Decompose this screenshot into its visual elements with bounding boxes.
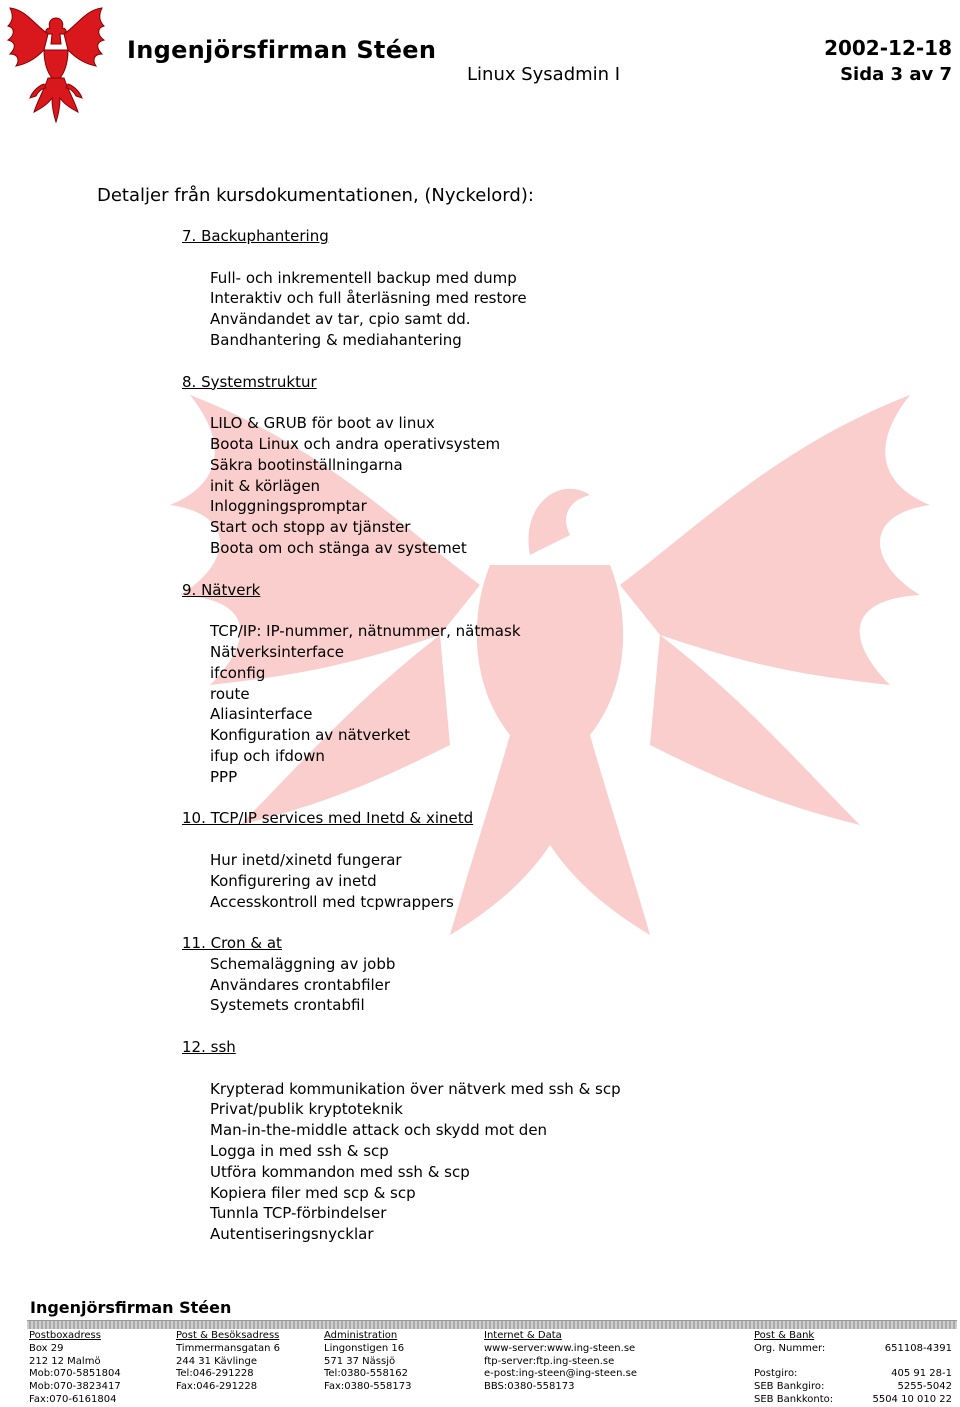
section-systemstruktur [0, 372, 960, 580]
list-item: TCP/IP: IP-nummer, nätnummer, nätmask [210, 622, 521, 641]
bankgiro-value: 5255-5042 [897, 1381, 952, 1393]
section-title: 9. Nätverk [182, 580, 261, 599]
list-item: ifconfig [210, 663, 266, 682]
address-line: 212 12 Malmö [29, 1355, 101, 1367]
section-ssh [0, 1037, 960, 1245]
list-item: Full- och inkrementell backup med dump [210, 268, 517, 287]
list-item: Boota Linux och andra operativsystem [210, 434, 501, 453]
section-title: 10. TCP/IP services med Inetd & xinetd [182, 809, 474, 828]
fax-value: 046-291228 [196, 1381, 258, 1393]
page-number: Sida 3 av 7 [840, 64, 952, 85]
document-date: 2002-12-18 [824, 36, 952, 60]
column-heading: Postboxadress [29, 1330, 101, 1341]
course-keywords [0, 226, 960, 1245]
list-item: Säkra bootinställningarna [210, 455, 403, 474]
list-item: Man-in-the-middle attack och skydd mot den [210, 1121, 548, 1140]
list-item: Utföra kommandon med ssh & scp [210, 1162, 470, 1181]
list-item: Inloggningspromptar [210, 497, 367, 516]
phone-value: 070-3823417 [53, 1381, 121, 1393]
label: Postgiro: [754, 1368, 798, 1380]
list-item: route [210, 684, 250, 703]
column-heading: Post & Besöksadress [176, 1330, 280, 1341]
fax-value: 070-6161804 [49, 1393, 117, 1405]
column-heading: Administration [324, 1330, 398, 1341]
list-item: Boota om och stänga av systemet [210, 538, 467, 557]
list-item: LILO & GRUB för boot av linux [210, 414, 435, 433]
footer-col-bank [754, 1330, 952, 1407]
list-item: Nätverksinterface [210, 642, 344, 661]
label: SEB Bankgiro: [754, 1381, 825, 1393]
list-item: Systemets crontabfil [210, 996, 365, 1015]
fax-value: 0380-558173 [344, 1381, 412, 1393]
footer-divider [27, 1320, 957, 1329]
label: Fax: [176, 1381, 197, 1393]
label: Tel: [176, 1368, 193, 1380]
section-items [210, 268, 960, 351]
intro-heading: Detaljer från kursdokumentationen, (Nyckelord): [97, 185, 534, 206]
address-line: 244 31 Kävlinge [176, 1355, 257, 1367]
postgiro-value: 405 91 28-1 [891, 1368, 952, 1380]
label: Org. Nummer: [754, 1342, 826, 1354]
list-item: Kopiera filer med scp & scp [210, 1183, 416, 1202]
section-items [210, 1079, 960, 1245]
list-item: Accesskontroll med tcpwrappers [210, 892, 454, 911]
label: ftp-server: [484, 1355, 537, 1367]
phone-value: 0380-558162 [340, 1368, 408, 1380]
label: BBS: [484, 1381, 508, 1393]
footer-col-admin [324, 1330, 474, 1394]
address-line: 571 37 Nässjö [324, 1355, 396, 1367]
section-items [210, 413, 960, 559]
section-items [210, 954, 960, 1016]
section-title: 7. Backuphantering [182, 227, 329, 245]
list-item: init & körlägen [210, 476, 321, 495]
footer-col-internet [484, 1330, 744, 1394]
label: www-server: [484, 1342, 547, 1354]
org-number: 651108-4391 [884, 1342, 952, 1354]
column-heading: Post & Bank [754, 1330, 815, 1341]
address-line: Timmermansgatan 6 [176, 1342, 280, 1354]
label: Mob: [29, 1381, 54, 1393]
section-items [210, 850, 960, 912]
list-item: Användandet av tar, cpio samt dd. [210, 310, 471, 329]
footer-col-postbox [29, 1330, 169, 1407]
phone-value: 046-291228 [192, 1368, 254, 1380]
list-item: Schemaläggning av jobb [210, 954, 396, 973]
section-natverk [0, 580, 960, 809]
list-item: Krypterad kommunikation över nätverk med ssh & scp [210, 1079, 621, 1098]
section-inetd [0, 808, 960, 933]
document-subtitle: Linux Sysadmin I [467, 64, 621, 85]
list-item: Start och stopp av tjänster [210, 518, 411, 537]
ftp-link[interactable]: ftp.ing-steen.se [536, 1355, 615, 1367]
label: Fax: [324, 1381, 345, 1393]
email-link[interactable]: ing-steen@ing-steen.se [518, 1368, 637, 1380]
list-item: ifup och ifdown [210, 746, 325, 765]
list-item: Logga in med ssh & scp [210, 1142, 389, 1161]
section-items [210, 621, 960, 787]
address-line: Box 29 [29, 1342, 64, 1354]
section-backup [0, 226, 960, 372]
section-cron [0, 933, 960, 1037]
footer-company-name: Ingenjörsfirman Stéen [30, 1298, 232, 1317]
label: Tel: [324, 1368, 341, 1380]
section-title: 11. Cron & at [182, 934, 282, 953]
list-item: Tunnla TCP-förbindelser [210, 1204, 387, 1223]
address-line: Lingonstigen 16 [324, 1342, 405, 1354]
list-item: Privat/publik kryptoteknik [210, 1100, 403, 1119]
label: SEB Bankkonto: [754, 1393, 834, 1405]
www-link[interactable]: www.ing-steen.se [547, 1342, 636, 1354]
list-item: Autentiseringsnycklar [210, 1225, 374, 1244]
list-item: Konfigurering av inetd [210, 871, 377, 890]
list-item: PPP [210, 767, 238, 786]
phone-value: 070-5851804 [53, 1368, 121, 1380]
list-item: Konfiguration av nätverket [210, 726, 411, 745]
footer-col-visit [176, 1330, 316, 1394]
bankkonto-value: 5504 10 010 22 [872, 1393, 952, 1405]
section-title: 12. ssh [182, 1038, 236, 1057]
company-name: Ingenjörsfirman Stéen [127, 36, 437, 64]
list-item: Interaktiv och full återläsning med restore [210, 289, 527, 308]
column-heading: Internet & Data [484, 1330, 562, 1341]
label: Mob: [29, 1368, 54, 1380]
label: Fax: [29, 1393, 50, 1405]
bbs-value: 0380-558173 [507, 1381, 575, 1393]
list-item: Aliasinterface [210, 705, 313, 724]
list-item: Hur inetd/xinetd fungerar [210, 850, 402, 869]
section-title: 8. Systemstruktur [182, 372, 317, 391]
eagle-logo-icon [4, 4, 108, 124]
list-item: Bandhantering & mediahantering [210, 330, 462, 349]
label: e-post: [484, 1368, 519, 1380]
list-item: Användares crontabfiler [210, 975, 391, 994]
